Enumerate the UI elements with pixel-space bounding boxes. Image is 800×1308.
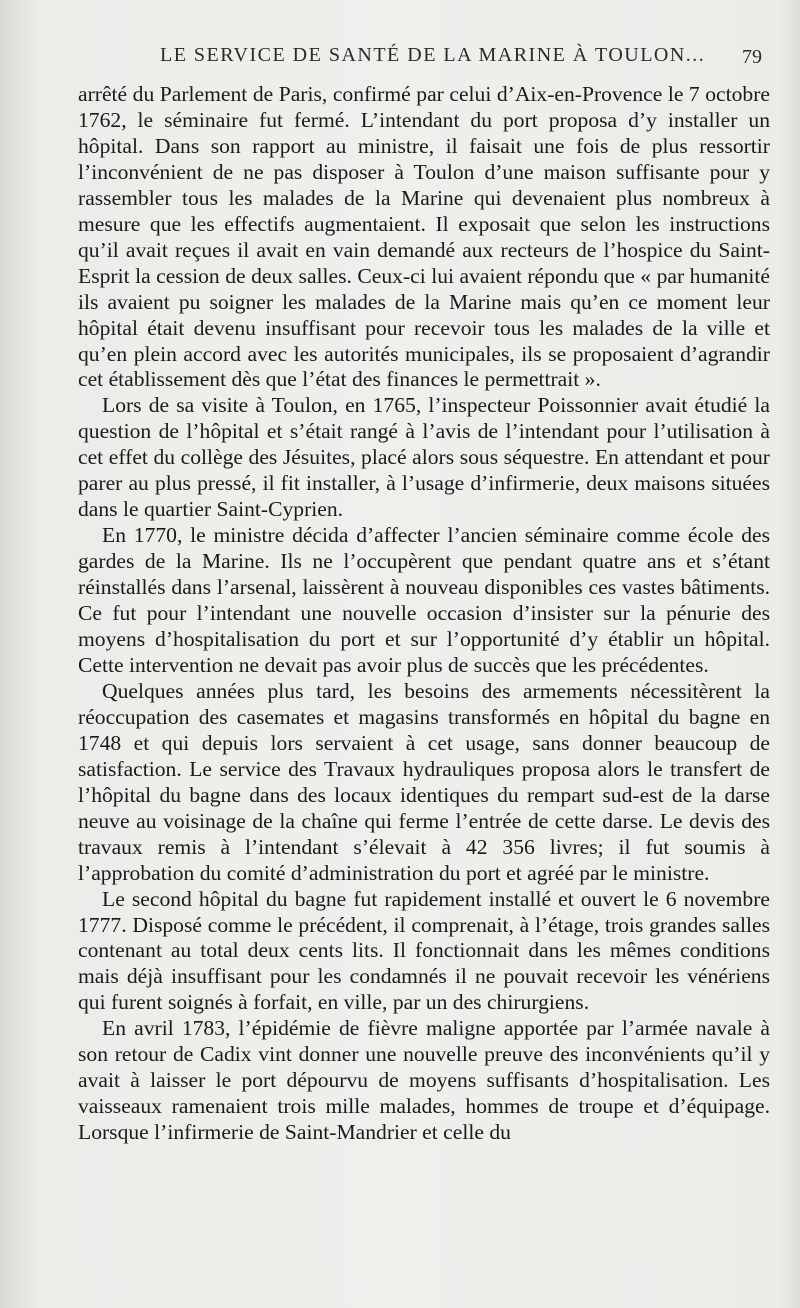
paragraph: En avril 1783, l’épidémie de fièvre maligne apportée par l’armée navale à son retour de Cadix vint donner une nouvelle preuve des inconvénients qu’il y avait à laisser le port dépourvu de moyens suffisants d’hospitalisation. Les vaisseaux ramenaient trois mille malades, hommes de troupe et d’équipage. Lorsque l’infirmerie de Saint-Mandrier et celle du xyxy=(78,1016,770,1145)
page-header xyxy=(160,44,770,74)
running-title: LE SERVICE DE SANTÉ DE LA MARINE À TOULON... xyxy=(160,44,706,66)
paragraph: En 1770, le ministre décida d’affecter l’ancien séminaire comme école des gardes de la Marine. Ils ne l’occupèrent que pendant quatre ans et s’étant réinstallés dans l’arsenal, laissèrent à nouveau disponibles ces vastes bâtiments. Ce fut pour l’intendant une nouvelle occasion d’insister sur la pénurie des moyens d’hospitalisation du port et sur l’opportunité d’y établir un hôpital. Cette intervention ne devait pas avoir plus de succès que les précédentes. xyxy=(78,523,770,677)
paragraph: Lors de sa visite à Toulon, en 1765, l’inspecteur Poissonnier avait étudié la question de l’hôpital et s’était rangé à l’avis de l’intendant pour l’utilisation à cet effet du collège des Jésuites, placé alors sous séquestre. En attendant et pour parer au plus pressé, il fit installer, à l’usage d’infirmerie, deux maisons situées dans le quartier Saint-Cyprien. xyxy=(78,393,770,522)
paragraph: arrêté du Parlement de Paris, confirmé par celui d’Aix-en-Provence le 7 octobre 1762, le séminaire fut fermé. L’intendant du port proposa d’y installer un hôpital. Dans son rapport au ministre, il faisait une fois de plus ressortir l’inconvénient de ne pas disposer à Toulon d’une maison suffisante pour y rassembler tous les malades de la Marine qui devenaient plus nombreux à mesure que les effectifs augmentaient. Il exposait que selon les instructions qu’il avait reçues il avait en vain demandé aux recteurs de l’hospice du Saint-Esprit la cession de deux salles. Ceux-ci lui avaient répondu que « par humanité ils avaient pu soigner les malades de la Marine mais qu’en ce moment leur hôpital était devenu insuffisant pour recevoir tous les malades de la ville et qu’en plein accord avec les autorités municipales, ils se proposaient d’agrandir cet établissement dès que l’état des finances le permettrait ». xyxy=(78,82,770,392)
paragraph: Quelques années plus tard, les besoins des armements nécessitèrent la réoccupation des casemates et magasins transformés en hôpital du bagne en 1748 et qui depuis lors servaient à cet usage, sans donner beaucoup de satisfaction. Le service des Travaux hydrauliques proposa alors le transfert de l’hôpital du bagne dans des locaux identiques du rempart sud-est de la darse neuve au voisinage de la chaîne qui ferme l’entrée de cette darse. Le devis des travaux remis à l’intendant s’élevait à 42 356 livres; il fut soumis à l’approbation du comité d’administration du port et agréé par le ministre. xyxy=(78,678,770,885)
paragraph: Le second hôpital du bagne fut rapidement installé et ouvert le 6 novembre 1777. Disposé comme le précédent, il comprenait, à l’étage, trois grandes salles contenant au total deux cents lits. Il fonctionnait dans les mêmes conditions mais déjà insuffisant pour les condamnés il ne pouvait recevoir les vénériens qui furent soignés à forfait, en ville, par un des chirurgiens. xyxy=(78,886,770,1015)
page-number: 79 xyxy=(742,46,762,68)
body-text xyxy=(78,82,770,1146)
